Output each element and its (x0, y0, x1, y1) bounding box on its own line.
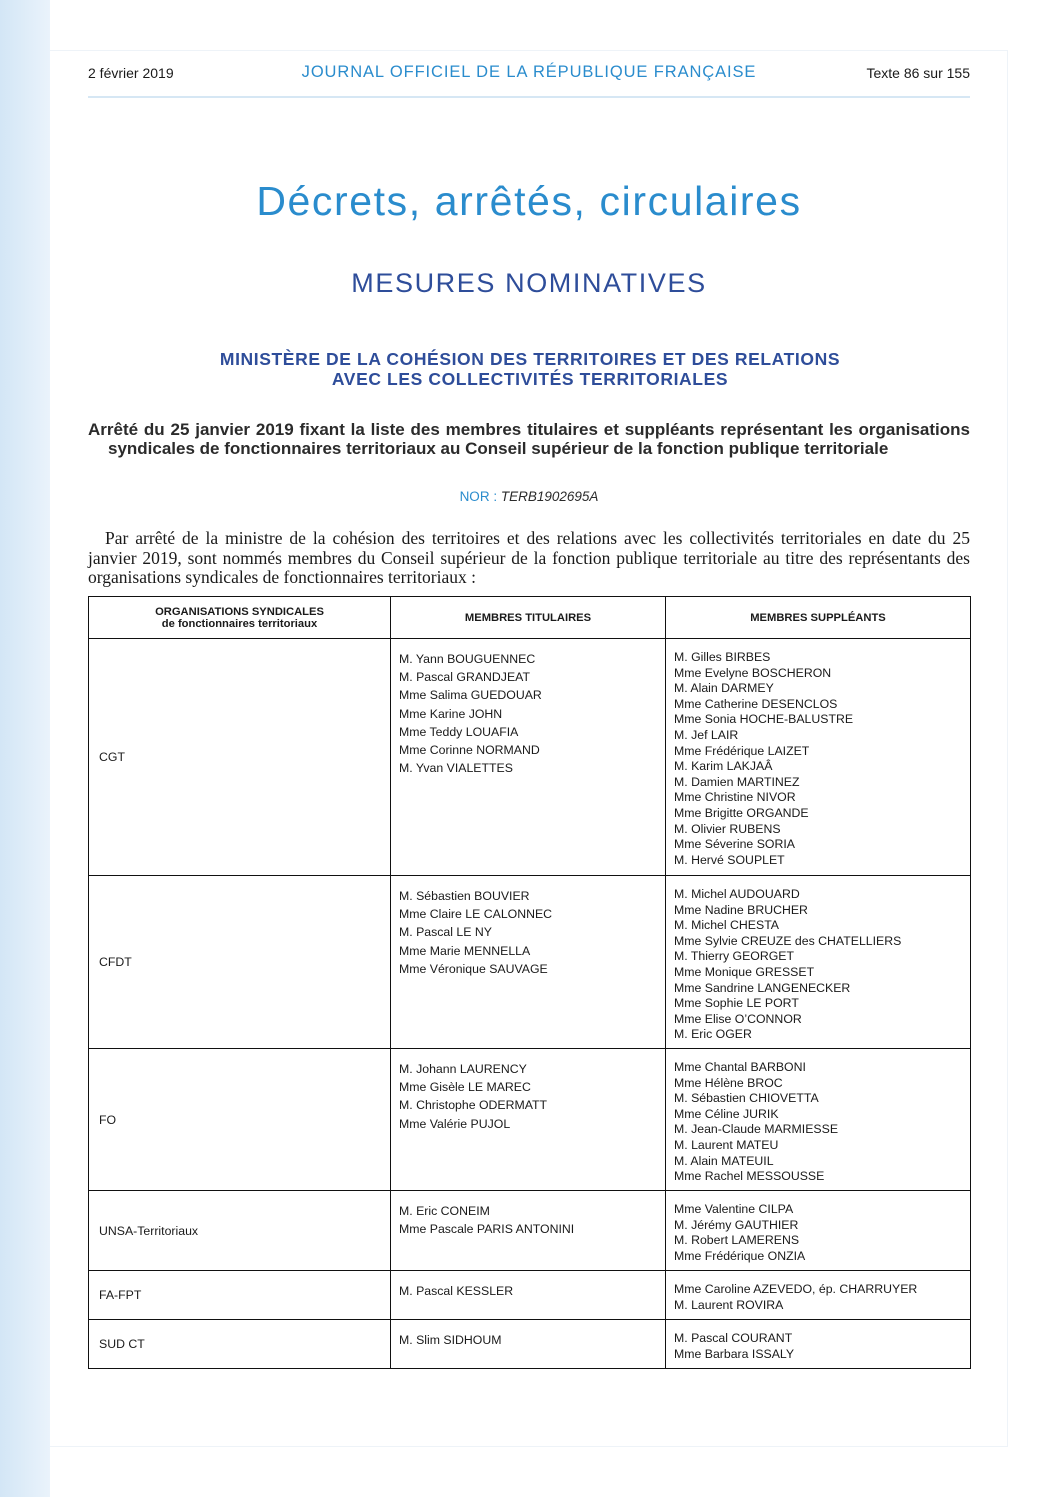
suppleant-name: M. Eric OGER (674, 1027, 752, 1042)
suppleant-name: Mme Barbara ISSALY (674, 1346, 795, 1361)
titulaires-list (399, 639, 657, 777)
organisation-cell: FA-FPT (89, 1271, 391, 1320)
suppleant-name: Mme Séverine SORIA (674, 837, 795, 852)
header-divider (88, 96, 970, 98)
suppleant-name: M. Jean-Claude MARMIESSE (674, 1122, 839, 1137)
ministry-heading-line: MINISTÈRE DE LA COHÉSION DES TERRITOIRES ET DES RELATIONS (219, 349, 841, 369)
suppleant-name: Mme Evelyne BOSCHERON (674, 665, 832, 680)
table-row (89, 639, 971, 876)
suppleants-cell (666, 876, 971, 1049)
suppleant-name: Mme Frédérique LAIZET (674, 743, 810, 758)
header-titulaires: MEMBRES TITULAIRES (391, 597, 666, 639)
suppleant-name: Mme Céline JURIK (674, 1106, 779, 1121)
organisation-cell: FO (89, 1049, 391, 1191)
titulaire-name: M. Yann BOUGUENNEC (399, 652, 536, 666)
suppleant-name: M. Sébastien CHIOVETTA (674, 1091, 819, 1106)
titulaires-cell (391, 876, 666, 1049)
organisation-cell: UNSA-Territoriaux (89, 1191, 391, 1271)
suppleant-name: M. Alain MATEUIL (674, 1153, 774, 1168)
titulaire-name: Mme Claire LE CALONNEC (399, 907, 553, 922)
suppleant-name: Mme Sonia HOCHE-BALUSTRE (674, 712, 854, 727)
suppleant-name: Mme Frédérique ONZIA (674, 1248, 806, 1263)
suppleants-cell (666, 1320, 971, 1369)
suppleant-name: M. Laurent MATEU (674, 1137, 779, 1152)
suppleants-cell (666, 1271, 971, 1320)
suppleant-name: M. Michel CHESTA (674, 918, 779, 933)
suppleant-name: M. Thierry GEORGET (674, 949, 795, 964)
titulaire-name: Mme Marie MENNELLA (399, 943, 531, 958)
table-body (89, 639, 971, 1369)
suppleants-list (674, 1191, 962, 1264)
nor-value: TERB1902695A (500, 489, 599, 504)
titulaires-list (399, 1191, 657, 1238)
suppleant-name: M. Alain DARMEY (674, 681, 774, 696)
suppleants-list (674, 1271, 962, 1313)
titulaire-name: M. Sébastien BOUVIER (399, 889, 530, 903)
suppleant-name: M. Hervé SOUPLET (674, 852, 785, 867)
titulaires-cell (391, 1320, 666, 1369)
organisation-cell: CFDT (89, 876, 391, 1049)
titulaire-name: M. Pascal GRANDJEAT (399, 670, 530, 685)
suppleant-name: Mme Christine NIVOR (674, 790, 796, 805)
header-organisations-line2: de fonctionnaires territoriaux (161, 617, 318, 630)
left-margin-band (0, 0, 50, 1497)
suppleant-name: Mme Hélène BROC (674, 1075, 783, 1090)
titulaire-name: Mme Véronique SAUVAGE (399, 961, 548, 976)
suppleant-name: M. Olivier RUBENS (674, 821, 781, 836)
suppleants-cell (666, 1049, 971, 1191)
suppleant-name: M. Robert LAMERENS (674, 1233, 800, 1248)
suppleant-name: Mme Nadine BRUCHER (674, 902, 808, 917)
organisation-cell: CGT (89, 639, 391, 876)
page-header (88, 63, 970, 85)
suppleant-name: M. Damien MARTINEZ (674, 774, 800, 789)
header-suppleants: MEMBRES SUPPLÉANTS (666, 597, 971, 639)
suppleant-name: Mme Catherine DESENCLOS (674, 696, 838, 711)
titulaires-cell (391, 639, 666, 876)
titulaire-name: Mme Teddy LOUAFIA (399, 724, 519, 739)
header-date: 2 février 2019 (88, 65, 174, 81)
suppleant-name: Mme Elise O’CONNOR (674, 1011, 802, 1026)
titulaires-cell (391, 1271, 666, 1320)
header-journal-name: JOURNAL OFFICIEL DE LA RÉPUBLIQUE FRANÇAISE (301, 63, 757, 81)
suppleant-name: M. Jef LAIR (674, 727, 739, 742)
header-page-number: Texte 86 sur 155 (866, 65, 970, 81)
titulaire-name: M. Johann LAURENCY (399, 1062, 527, 1076)
titulaire-name: Mme Valérie PUJOL (399, 1116, 511, 1131)
suppleant-name: M. Pascal COURANT (674, 1331, 793, 1345)
suppleant-name: Mme Rachel MESSOUSSE (674, 1169, 825, 1184)
titulaire-name: Mme Gisèle LE MAREC (399, 1080, 531, 1095)
titulaire-name: M. Slim SIDHOUM (399, 1333, 502, 1347)
suppleant-name: Mme Brigitte ORGANDE (674, 805, 809, 820)
titulaires-list (399, 876, 657, 978)
titulaires-cell (391, 1191, 666, 1271)
suppleant-name: M. Michel AUDOUARD (674, 887, 800, 901)
suppleant-name: Mme Monique GRESSET (674, 964, 815, 979)
table-row (89, 1049, 971, 1191)
suppleants-cell (666, 639, 971, 876)
titulaire-name: Mme Pascale PARIS ANTONINI (399, 1222, 575, 1237)
header-organisations (89, 597, 391, 639)
suppleant-name: M. Jérémy GAUTHIER (674, 1217, 799, 1232)
suppleant-name: M. Karim LAKJAÂ (674, 759, 773, 774)
titulaire-name: M. Pascal KESSLER (399, 1284, 514, 1298)
suppleants-cell (666, 1191, 971, 1271)
ministry-heading-line: AVEC LES COLLECTIVITÉS TERRITORIALES (331, 369, 729, 389)
suppleants-list (674, 639, 962, 868)
titulaire-name: Mme Salima GUEDOUAR (399, 688, 542, 703)
titulaire-name: M. Eric CONEIM (399, 1204, 490, 1218)
titulaires-list (399, 1320, 657, 1349)
nor-reference (88, 489, 970, 504)
suppleants-list (674, 1049, 962, 1185)
subsection-title: MESURES NOMINATIVES (351, 268, 707, 298)
suppleant-name: Mme Sophie LE PORT (674, 996, 799, 1011)
titulaire-name: M. Yvan VIALETTES (399, 761, 513, 776)
suppleants-list (674, 876, 962, 1043)
suppleant-name: Mme Chantal BARBONI (674, 1060, 806, 1074)
nor-label: NOR : (459, 489, 498, 504)
intro-paragraph: Par arrêté de la ministre de la cohésion des territoires et des relations avec les collectivités territoriales en date du 25 janvier 2019, sont nommés membres du Conseil supérieur de la fonction publique territoriale au titre des représentants des organisations syndicales de fonctionnaires territoriaux : (88, 528, 970, 587)
header-organisations-line1: ORGANISATIONS SYNDICALES (155, 605, 324, 618)
titulaire-name: M. Pascal LE NY (399, 925, 492, 940)
table-header-row (89, 597, 971, 639)
table-row (89, 1320, 971, 1369)
section-title: Décrets, arrêtés, circulaires (256, 178, 802, 224)
table-row (89, 1271, 971, 1320)
organisation-cell: SUD CT (89, 1320, 391, 1369)
titulaire-name: Mme Karine JOHN (399, 706, 503, 721)
suppleant-name: Mme Sandrine LANGENECKER (674, 980, 851, 995)
table-row (89, 1191, 971, 1271)
titulaire-name: M. Christophe ODERMATT (399, 1098, 548, 1113)
suppleant-name: M. Gilles BIRBES (674, 650, 771, 664)
titulaires-list (399, 1271, 657, 1300)
titulaires-cell (391, 1049, 666, 1191)
table-row (89, 876, 971, 1049)
ministry-heading (120, 349, 940, 389)
titulaires-list (399, 1049, 657, 1133)
suppleant-name: Mme Sylvie CREUZE des CHATELLIERS (674, 933, 902, 948)
arrete-title: Arrêté du 25 janvier 2019 fixant la liste des membres titulaires et suppléants représentant les organisations syndicales de fonctionnaires territoriaux au Conseil supérieur de la fonction publique territoriale (88, 420, 970, 458)
suppleant-name: M. Laurent ROVIRA (674, 1297, 784, 1312)
suppleant-name: Mme Caroline AZEVEDO, ép. CHARRUYER (674, 1282, 918, 1296)
suppleants-list (674, 1320, 962, 1362)
suppleant-name: Mme Valentine CILPA (674, 1202, 794, 1216)
titulaire-name: Mme Corinne NORMAND (399, 743, 540, 758)
members-table (88, 596, 971, 1369)
